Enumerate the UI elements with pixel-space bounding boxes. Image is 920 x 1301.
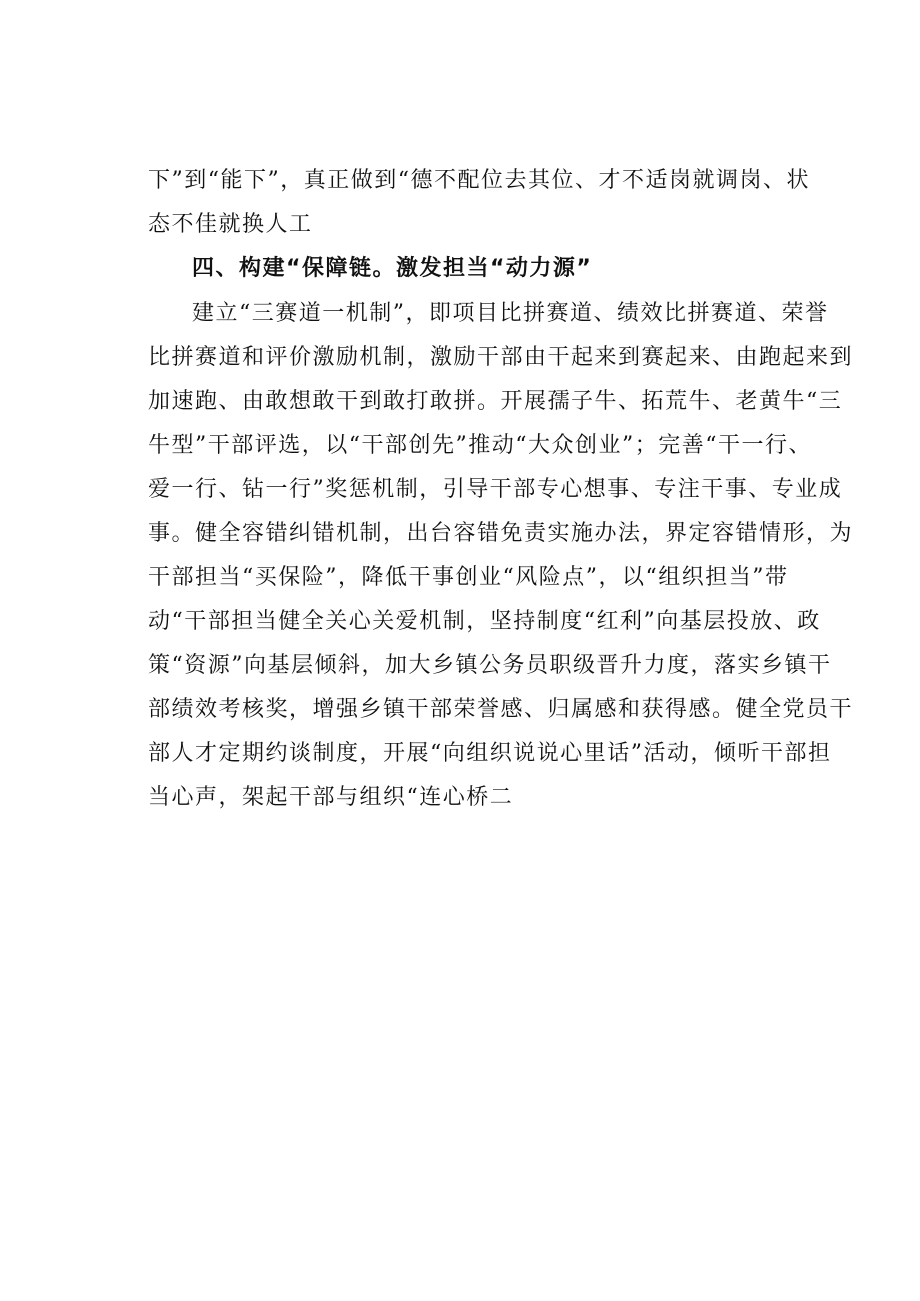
paragraph-line: 事。健全容错纠错机制，出台容错免责实施办法，界定容错情形，为	[148, 521, 854, 546]
paragraph-line: 动“干部担当健全关心关爱机制，坚持制度“红利”向基层投放、政	[148, 609, 821, 634]
paragraph-line: 干部担当“买保险”，降低干事创业“风险点”，以“组织担当”带	[148, 565, 789, 590]
section-heading: 四、构建“保障链。激发担当“动力源”	[192, 256, 593, 281]
paragraph-line: 加速跑、由敢想敢干到敢打敢拼。开展孺子牛、拓荒牛、老黄牛“三	[148, 389, 843, 414]
paragraph-line: 比拼赛道和评价激励机制，激励干部由干起来到赛起来、由跑起来到	[148, 345, 854, 370]
paragraph-line: 爱一行、钻一行”奖惩机制，引导干部专心想事、专注干事、专业成	[148, 477, 843, 502]
paragraph-line: 当心声，架起干部与组织“连心桥二	[148, 785, 514, 810]
paragraph-line: 部绩效考核奖，增强乡镇干部荣誉感、归属感和获得感。健全党员干	[148, 697, 854, 722]
paragraph-line: 策“资源”向基层倾斜，加大乡镇公务员职级晋升力度，落实乡镇干	[148, 653, 832, 678]
paragraph-line: 牛型”干部评选，以“干部创先”推动“大众创业”；完善“干一行、	[148, 433, 812, 458]
continuation-line: 态不佳就换人工	[148, 212, 313, 237]
paragraph-line: 建立“三赛道一机制”，即项目比拼赛道、绩效比拼赛道、荣誉	[192, 301, 829, 326]
paragraph-line: 部人才定期约谈制度，开展“向组织说说心里话”活动，倾听干部担	[148, 741, 832, 766]
continuation-line: 下”到“能下”，真正做到“德不配位去其位、才不适岗就调岗、状	[148, 168, 810, 193]
